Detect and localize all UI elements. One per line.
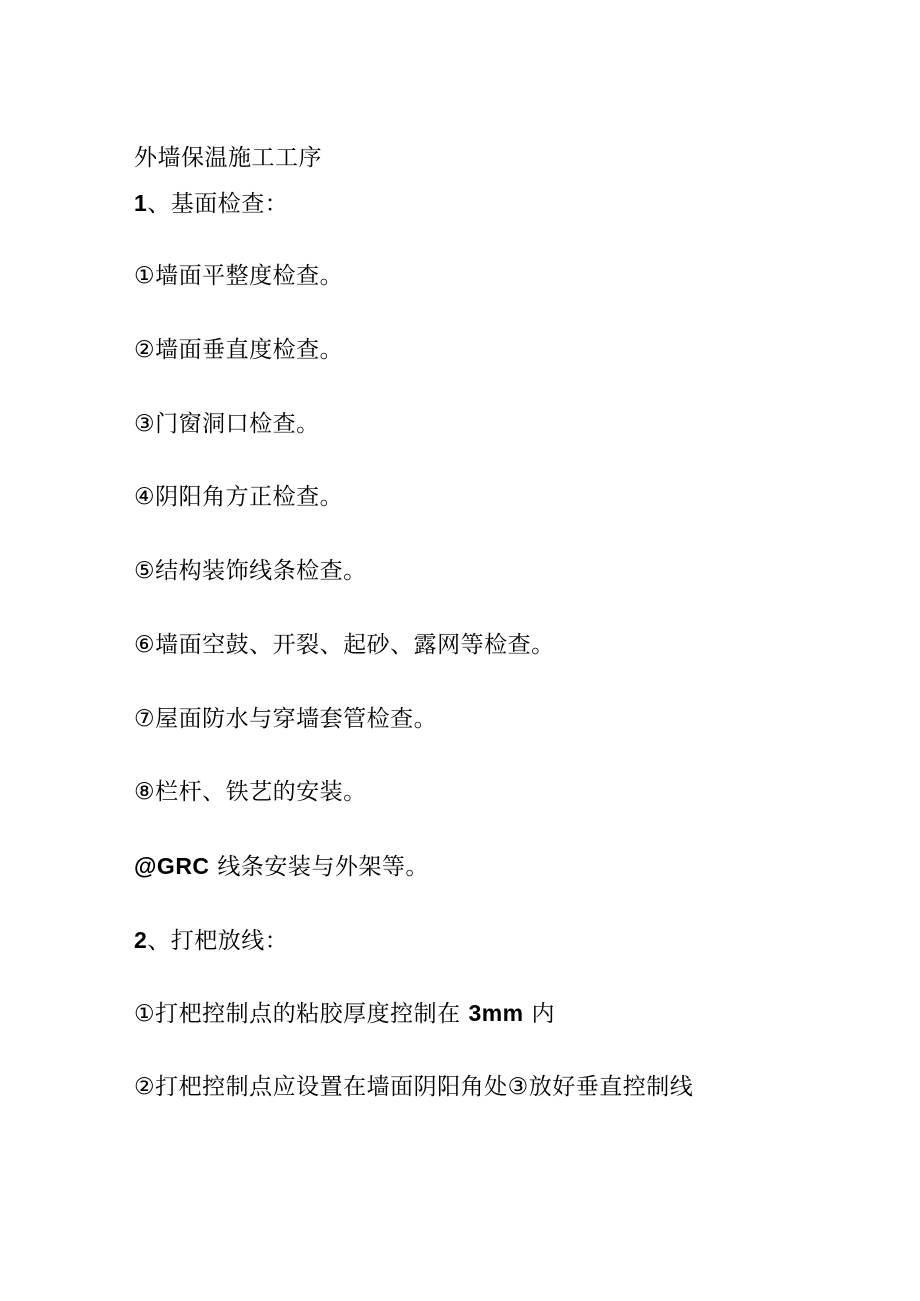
section-1-heading (134, 188, 288, 219)
section-2-number: 2 (134, 927, 148, 953)
layout-item-1-value: 3mm (468, 1000, 524, 1026)
check-item-4: ④阴阳角方正检查。 (134, 484, 344, 510)
check-item-9-prefix: @GRC (134, 853, 210, 879)
layout-item-1-before: ①打杷控制点的粘胶厚度控制在 (134, 1001, 469, 1027)
section-2-heading (134, 925, 288, 956)
layout-item-1 (134, 998, 555, 1029)
check-item-2: ②墙面垂直度检查。 (134, 337, 344, 363)
layout-item-1-after: 内 (523, 1001, 555, 1027)
layout-item-2: ②打杷控制点应设置在墙面阴阳角处③放好垂直控制线 (134, 1074, 694, 1100)
check-item-1: ①墙面平整度检查。 (134, 263, 344, 289)
section-1-heading-text: 、基面检查： (147, 191, 289, 217)
check-item-9-text: 线条安装与外架等。 (209, 854, 429, 880)
check-item-6: ⑥墙面空鼓、开裂、起砂、露网等检查。 (134, 632, 555, 658)
check-item-7: ⑦屋面防水与穿墙套管检查。 (134, 706, 438, 732)
section-1-number: 1 (134, 190, 148, 216)
document-title: 外墙保温施工工序 (134, 145, 322, 171)
check-item-9 (134, 851, 429, 882)
check-item-5: ⑤结构装饰线条检查。 (134, 558, 367, 584)
section-2-heading-text: 、打杷放线： (147, 928, 289, 954)
check-item-8: ⑧栏杆、铁艺的安装。 (134, 779, 367, 805)
check-item-3: ③门窗洞口检查。 (134, 411, 320, 437)
